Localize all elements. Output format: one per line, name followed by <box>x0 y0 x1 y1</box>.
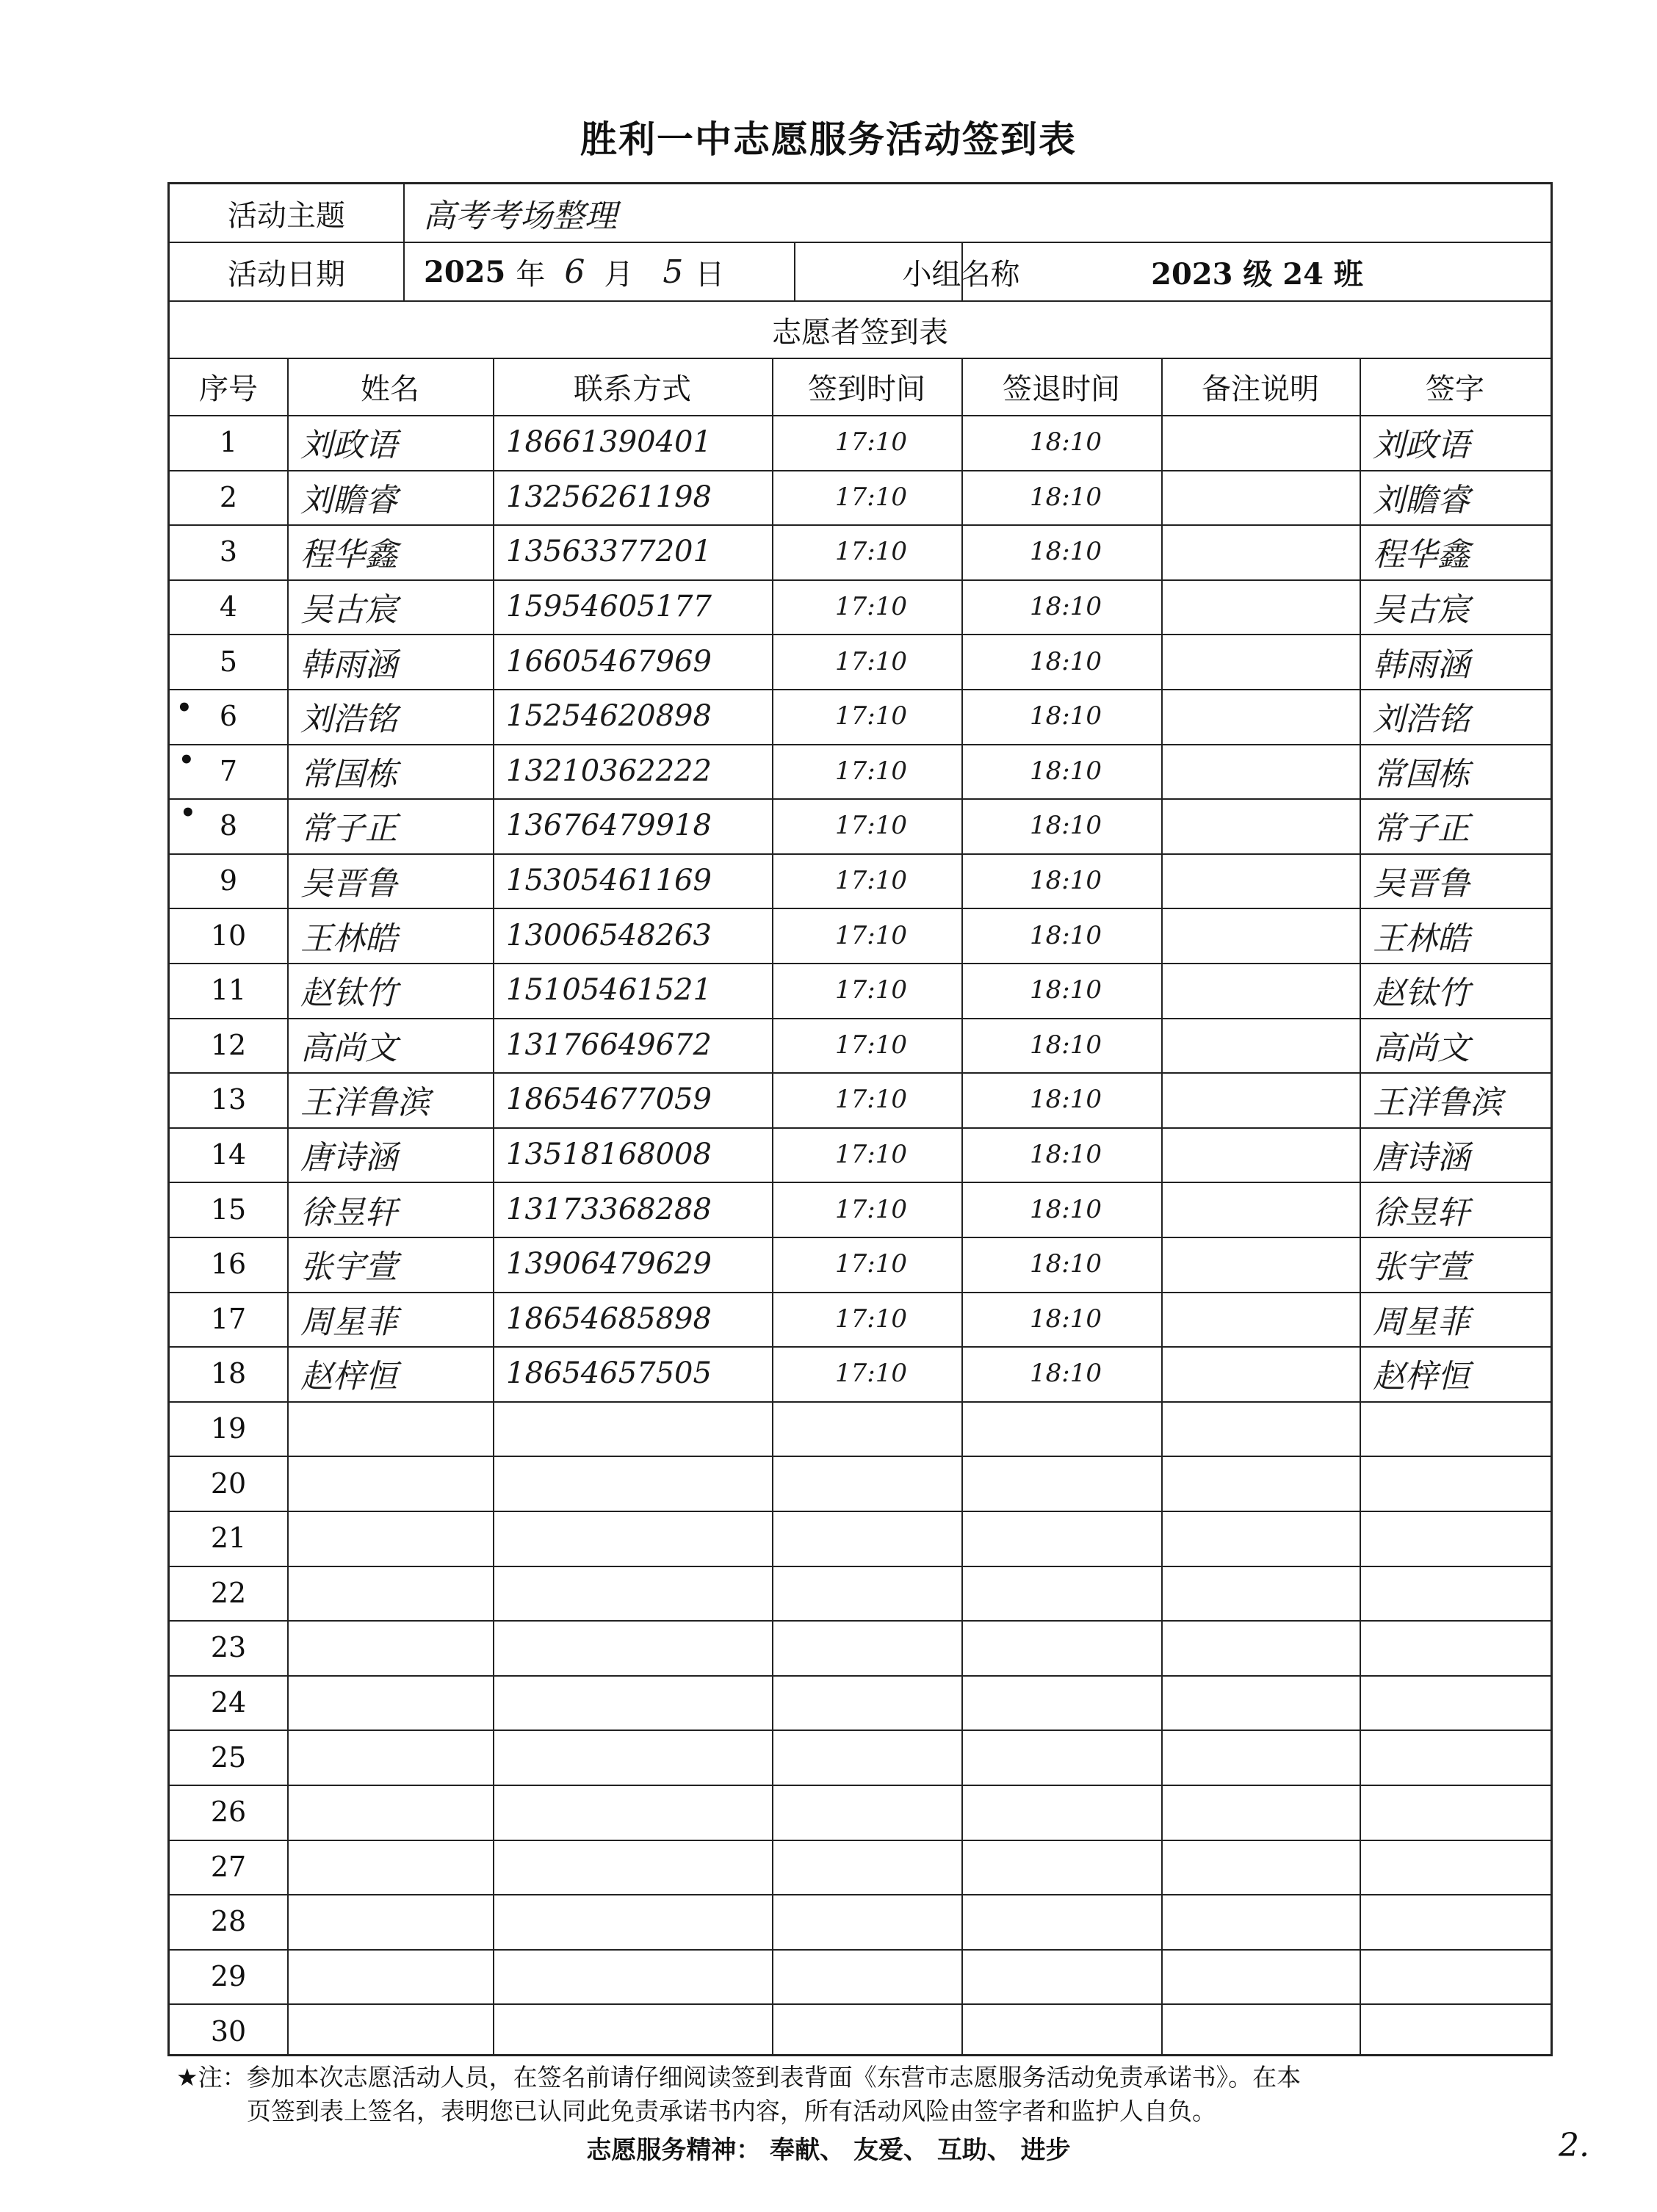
cell-check-out[interactable]: 18:10 <box>1030 920 1102 950</box>
row-divider <box>170 853 1550 855</box>
cell-signature[interactable] <box>1373 1949 1546 2004</box>
cell-phone[interactable]: 15254620898 <box>506 699 712 734</box>
cell-check-out[interactable] <box>975 1949 1157 2004</box>
cell-phone[interactable]: 13006548263 <box>506 918 712 953</box>
cell-remark[interactable] <box>1174 1401 1355 1456</box>
cell-check-in[interactable]: 17:10 <box>835 811 907 841</box>
footer-note <box>176 2061 1564 2128</box>
cell-check-in[interactable]: 17:10 <box>835 1085 907 1115</box>
cell-check-in[interactable]: 17:10 <box>835 646 907 676</box>
cell-signature[interactable]: 刘浩铭 <box>1373 701 1470 739</box>
cell-phone[interactable]: 15954605177 <box>506 590 712 624</box>
cell-check-out[interactable]: 18:10 <box>1030 756 1102 786</box>
cell-no: 18 <box>210 1357 247 1390</box>
row-divider <box>170 242 1550 243</box>
cell-phone[interactable] <box>506 1894 768 1949</box>
row-divider <box>170 1127 1550 1129</box>
column-header-no: 序号 <box>199 372 258 406</box>
cell-signature[interactable]: 刘瞻睿 <box>1373 481 1470 519</box>
cell-remark[interactable] <box>1174 2003 1355 2059</box>
cell-check-out[interactable] <box>975 1894 1157 1949</box>
cell-signature[interactable]: 周星菲 <box>1373 1303 1470 1341</box>
cell-remark[interactable] <box>1174 1292 1355 1347</box>
cell-phone[interactable] <box>506 1401 768 1456</box>
row-divider <box>170 1018 1550 1019</box>
cell-check-in[interactable] <box>785 1456 957 1511</box>
cell-check-in[interactable] <box>785 1785 957 1840</box>
cell-signature[interactable] <box>1373 1785 1546 1840</box>
row-divider <box>170 1566 1550 1567</box>
cell-remark[interactable] <box>1174 1949 1355 2004</box>
group-value: 2023 级 24 班 <box>1151 256 1363 292</box>
cell-remark[interactable] <box>1174 579 1355 635</box>
cell-check-out[interactable]: 18:10 <box>1030 1359 1102 1389</box>
cell-phone[interactable] <box>506 1456 768 1511</box>
cell-check-out[interactable]: 18:10 <box>1030 1140 1102 1170</box>
column-divider <box>961 358 963 2054</box>
cell-remark[interactable] <box>1174 634 1355 689</box>
column-header-signature: 签字 <box>1426 372 1484 406</box>
cell-no: 3 <box>219 535 238 568</box>
cell-no: 5 <box>219 645 238 678</box>
cell-name[interactable]: 周星菲 <box>300 1303 397 1341</box>
cell-name[interactable]: 徐昱轩 <box>300 1193 397 1232</box>
cell-remark[interactable] <box>1174 1346 1355 1401</box>
row-divider <box>170 2003 1550 2005</box>
cell-check-out[interactable] <box>975 1785 1157 1840</box>
cell-no: 26 <box>210 1796 247 1829</box>
cell-check-in[interactable]: 17:10 <box>835 1194 907 1224</box>
cell-check-in[interactable]: 17:10 <box>835 482 907 512</box>
cell-remark[interactable] <box>1174 1785 1355 1840</box>
cell-check-out[interactable]: 18:10 <box>1030 811 1102 841</box>
cell-no: 13 <box>210 1083 247 1116</box>
cell-no: 25 <box>210 1741 247 1774</box>
cell-check-in[interactable] <box>785 1401 957 1456</box>
column-divider <box>1360 358 1361 2054</box>
cell-signature[interactable]: 程华鑫 <box>1373 536 1470 574</box>
cell-phone[interactable] <box>506 1566 768 1621</box>
cell-no: 9 <box>219 864 238 897</box>
cell-check-in[interactable] <box>785 1949 957 2004</box>
cell-name[interactable] <box>300 1840 488 1895</box>
footer-note-line1: ★注：参加本次志愿活动人员，在签名前请仔细阅读签到表背面《东营市志愿服务活动免责承诺书》。在本 <box>176 2063 1302 2092</box>
column-divider <box>493 358 494 2054</box>
cell-phone[interactable]: 13563377201 <box>506 535 712 569</box>
cell-no: 8 <box>219 809 238 842</box>
cell-name[interactable]: 刘政语 <box>300 427 397 465</box>
row-divider <box>170 1620 1550 1622</box>
cell-name[interactable]: 王洋鲁滨 <box>300 1084 430 1122</box>
row-divider <box>170 358 1550 359</box>
column-header-name: 姓名 <box>361 372 419 406</box>
cell-remark[interactable] <box>1174 1620 1355 1675</box>
cell-check-out[interactable]: 18:10 <box>1030 646 1102 676</box>
group-label: 小组名称 <box>902 257 1020 292</box>
cell-signature[interactable] <box>1373 1894 1546 1949</box>
cell-no: 12 <box>210 1028 247 1061</box>
row-divider <box>170 1730 1550 1731</box>
cell-no: 14 <box>210 1138 247 1171</box>
cell-no: 10 <box>210 919 247 952</box>
cell-no: 11 <box>210 974 247 1007</box>
cell-check-in[interactable]: 17:10 <box>835 1030 907 1060</box>
column-divider <box>794 243 795 300</box>
cell-check-out[interactable]: 18:10 <box>1030 1030 1102 1060</box>
cell-check-in[interactable]: 17:10 <box>835 920 907 950</box>
cell-check-out[interactable] <box>975 1730 1157 1785</box>
cell-signature[interactable] <box>1373 1840 1546 1895</box>
cell-signature[interactable]: 徐昱轩 <box>1373 1193 1470 1232</box>
cell-remark[interactable] <box>1174 689 1355 744</box>
cell-signature[interactable]: 唐诗涵 <box>1373 1139 1470 1177</box>
cell-check-out[interactable] <box>975 1566 1157 1621</box>
row-divider <box>170 1237 1550 1238</box>
cell-name[interactable]: 赵梓恒 <box>300 1358 397 1396</box>
cell-no: 19 <box>210 1412 247 1445</box>
cell-name[interactable] <box>300 1949 488 2004</box>
column-divider <box>403 184 405 300</box>
cell-check-out[interactable]: 18:10 <box>1030 701 1102 731</box>
cell-phone[interactable] <box>506 1730 768 1785</box>
cell-check-in[interactable] <box>785 1675 957 1730</box>
cell-check-out[interactable]: 18:10 <box>1030 537 1102 567</box>
cell-remark[interactable] <box>1174 1894 1355 1949</box>
cell-check-in[interactable] <box>785 1511 957 1566</box>
cell-signature[interactable] <box>1373 1730 1546 1785</box>
row-divider <box>170 1401 1550 1403</box>
row-divider <box>170 963 1550 964</box>
cell-name[interactable] <box>300 2003 488 2059</box>
cell-name[interactable] <box>300 1566 488 1621</box>
cell-remark[interactable] <box>1174 1018 1355 1073</box>
cell-phone[interactable]: 18654677059 <box>506 1082 712 1117</box>
cell-signature[interactable]: 王林皓 <box>1373 919 1470 958</box>
date-month-unit: 月 <box>604 257 634 292</box>
cell-signature[interactable] <box>1373 2003 1546 2059</box>
cell-check-out[interactable]: 18:10 <box>1030 975 1102 1005</box>
cell-remark[interactable] <box>1174 963 1355 1018</box>
cell-phone[interactable] <box>506 1511 768 1566</box>
cell-check-in[interactable]: 17:10 <box>835 866 907 896</box>
cell-no: 16 <box>210 1248 247 1281</box>
cell-phone[interactable] <box>506 2003 768 2059</box>
cell-signature[interactable] <box>1373 1566 1546 1621</box>
cell-remark[interactable] <box>1174 1237 1355 1292</box>
cell-check-in[interactable]: 17:10 <box>835 1359 907 1389</box>
cell-signature[interactable] <box>1373 1620 1546 1675</box>
cell-check-out[interactable]: 18:10 <box>1030 1085 1102 1115</box>
cell-name[interactable]: 赵钛竹 <box>300 975 397 1013</box>
cell-phone[interactable]: 18654657505 <box>506 1356 712 1391</box>
row-divider <box>170 1072 1550 1074</box>
row-divider <box>170 579 1550 581</box>
cell-signature[interactable] <box>1373 1675 1546 1730</box>
cell-phone[interactable]: 13173368288 <box>506 1192 712 1226</box>
column-header-remark: 备注说明 <box>1202 372 1319 406</box>
row-divider <box>170 1456 1550 1457</box>
row-divider <box>170 634 1550 635</box>
cell-check-in[interactable]: 17:10 <box>835 1304 907 1334</box>
cell-check-in[interactable]: 17:10 <box>835 1249 907 1279</box>
cell-check-in[interactable]: 17:10 <box>835 537 907 567</box>
column-header-check-in: 签到时间 <box>808 372 925 406</box>
cell-check-in[interactable]: 17:10 <box>835 1140 907 1170</box>
page-number: 2. <box>1559 2127 1589 2164</box>
cell-name[interactable]: 常国栋 <box>300 755 397 793</box>
cell-check-out[interactable] <box>975 1620 1157 1675</box>
cell-name[interactable]: 吴晋鲁 <box>300 865 397 903</box>
row-bullet-7: • <box>178 745 195 775</box>
cell-check-in[interactable] <box>785 1730 957 1785</box>
row-divider <box>170 744 1550 745</box>
cell-check-out[interactable]: 18:10 <box>1030 482 1102 512</box>
cell-name[interactable]: 王林皓 <box>300 919 397 958</box>
cell-no: 21 <box>210 1522 247 1555</box>
cell-phone[interactable] <box>506 1949 768 2004</box>
cell-phone[interactable]: 13676479918 <box>506 809 712 843</box>
row-divider <box>170 415 1550 416</box>
cell-remark[interactable] <box>1174 415 1355 470</box>
cell-signature[interactable]: 高尚文 <box>1373 1029 1470 1067</box>
cell-no: 22 <box>210 1576 247 1609</box>
row-divider <box>170 1675 1550 1677</box>
cell-signature[interactable]: 张宇萱 <box>1373 1248 1470 1287</box>
cell-remark[interactable] <box>1174 1566 1355 1621</box>
cell-phone[interactable]: 18654685898 <box>506 1301 712 1336</box>
footer-note-line2: 页签到表上签名，表明您已认同此免责承诺书内容，所有活动风险由签字者和监护人自负。 <box>247 2097 1216 2125</box>
cell-signature[interactable] <box>1373 1511 1546 1566</box>
signin-form-table <box>167 182 1553 2056</box>
row-divider <box>170 1346 1550 1348</box>
cell-signature[interactable] <box>1373 1456 1546 1511</box>
cell-name[interactable] <box>300 1675 488 1730</box>
cell-name[interactable]: 唐诗涵 <box>300 1139 397 1177</box>
cell-check-out[interactable]: 18:10 <box>1030 1304 1102 1334</box>
cell-no: 2 <box>219 480 238 513</box>
column-divider <box>772 358 773 2054</box>
row-bullet-8: • <box>180 798 196 828</box>
cell-check-out[interactable]: 18:10 <box>1030 866 1102 896</box>
cell-name[interactable] <box>300 1456 488 1511</box>
date-year: 2025 <box>424 254 506 289</box>
cell-phone[interactable]: 16605467969 <box>506 644 712 679</box>
cell-name[interactable] <box>300 1894 488 1949</box>
cell-remark[interactable] <box>1174 908 1355 963</box>
cell-phone[interactable]: 15105461521 <box>506 973 712 1008</box>
cell-signature[interactable] <box>1373 1401 1546 1456</box>
cell-check-out[interactable]: 18:10 <box>1030 427 1102 458</box>
cell-remark[interactable] <box>1174 1182 1355 1237</box>
cell-name[interactable] <box>300 1511 488 1566</box>
cell-phone[interactable]: 13518168008 <box>506 1138 712 1172</box>
cell-name[interactable]: 常子正 <box>300 810 397 848</box>
cell-check-in[interactable] <box>785 1566 957 1621</box>
column-header-check-out: 签退时间 <box>1003 372 1120 406</box>
cell-no: 20 <box>210 1467 247 1500</box>
date-day[interactable]: 5 <box>663 253 684 291</box>
cell-phone[interactable]: 13256261198 <box>506 480 712 514</box>
date-month[interactable]: 6 <box>564 253 585 291</box>
cell-name[interactable]: 韩雨涵 <box>300 646 397 684</box>
cell-remark[interactable] <box>1174 1127 1355 1182</box>
cell-check-in[interactable] <box>785 2003 957 2059</box>
cell-remark[interactable] <box>1174 1840 1355 1895</box>
cell-check-in[interactable]: 17:10 <box>835 756 907 786</box>
date-label: 活动日期 <box>228 257 345 292</box>
cell-signature[interactable]: 常国栋 <box>1373 755 1470 793</box>
row-divider <box>170 689 1550 690</box>
page-title: 胜利一中志愿服务活动签到表 <box>580 118 1077 161</box>
theme-label: 活动主题 <box>228 198 345 233</box>
cell-check-in[interactable]: 17:10 <box>835 592 907 622</box>
row-divider <box>170 470 1550 471</box>
date-day-unit: 日 <box>695 257 725 292</box>
cell-check-out[interactable] <box>975 2003 1157 2059</box>
section-title: 志愿者签到表 <box>772 315 948 350</box>
row-divider <box>170 1949 1550 1951</box>
cell-name[interactable] <box>300 1620 488 1675</box>
cell-remark[interactable] <box>1174 853 1355 908</box>
cell-name[interactable]: 刘浩铭 <box>300 701 397 739</box>
cell-signature[interactable]: 刘政语 <box>1373 427 1470 465</box>
row-divider <box>170 1785 1550 1786</box>
cell-phone[interactable] <box>506 1840 768 1895</box>
cell-remark[interactable] <box>1174 1730 1355 1785</box>
cell-check-in[interactable]: 17:10 <box>835 975 907 1005</box>
cell-name[interactable]: 刘瞻睿 <box>300 481 397 519</box>
volunteer-spirit: 志愿服务精神： 奉献、 友爱、 互助、 进步 <box>586 2136 1071 2165</box>
row-divider <box>170 1182 1550 1183</box>
cell-no: 15 <box>210 1193 247 1226</box>
row-divider <box>170 1840 1550 1841</box>
cell-name[interactable] <box>300 1401 488 1456</box>
cell-no: 27 <box>210 1850 247 1883</box>
cell-phone[interactable]: 13176649672 <box>506 1027 712 1062</box>
cell-remark[interactable] <box>1174 1072 1355 1127</box>
theme-value[interactable]: 高考考场整理 <box>423 198 617 235</box>
cell-signature[interactable]: 赵梓恒 <box>1373 1358 1470 1396</box>
column-divider <box>1161 358 1163 2054</box>
cell-check-out[interactable] <box>975 1511 1157 1566</box>
cell-phone[interactable] <box>506 1785 768 1840</box>
cell-no: 6 <box>219 700 238 733</box>
cell-remark[interactable] <box>1174 470 1355 525</box>
cell-no: 23 <box>210 1631 247 1664</box>
cell-name[interactable]: 张宇萱 <box>300 1248 397 1287</box>
row-divider <box>170 1292 1550 1293</box>
cell-remark[interactable] <box>1174 524 1355 579</box>
cell-name[interactable]: 高尚文 <box>300 1029 397 1067</box>
cell-check-in[interactable] <box>785 1894 957 1949</box>
cell-signature[interactable]: 赵钛竹 <box>1373 975 1470 1013</box>
cell-remark[interactable] <box>1174 744 1355 799</box>
cell-signature[interactable]: 吴晋鲁 <box>1373 865 1470 903</box>
row-divider <box>170 798 1550 800</box>
cell-check-out[interactable]: 18:10 <box>1030 1249 1102 1279</box>
cell-check-out[interactable] <box>975 1675 1157 1730</box>
cell-check-out[interactable]: 18:10 <box>1030 1194 1102 1224</box>
cell-no: 24 <box>210 1686 247 1719</box>
cell-phone[interactable] <box>506 1675 768 1730</box>
column-header-phone: 联系方式 <box>574 372 691 406</box>
row-divider <box>170 300 1550 302</box>
row-divider <box>170 524 1550 526</box>
cell-phone[interactable]: 13210362222 <box>506 753 712 788</box>
cell-check-out[interactable] <box>975 1456 1157 1511</box>
cell-check-out[interactable] <box>975 1401 1157 1456</box>
cell-remark[interactable] <box>1174 1511 1355 1566</box>
cell-no: 17 <box>210 1302 247 1335</box>
cell-no: 7 <box>219 754 238 787</box>
cell-signature[interactable]: 吴古宸 <box>1373 591 1470 629</box>
cell-phone[interactable]: 18661390401 <box>506 425 712 460</box>
cell-phone[interactable]: 13906479629 <box>506 1247 712 1282</box>
cell-name[interactable] <box>300 1785 488 1840</box>
cell-no: 28 <box>210 1905 247 1938</box>
cell-no: 30 <box>210 2014 247 2047</box>
date-year-unit: 年 <box>516 257 546 292</box>
cell-check-in[interactable] <box>785 1620 957 1675</box>
cell-signature[interactable]: 常子正 <box>1373 810 1470 848</box>
cell-remark[interactable] <box>1174 798 1355 853</box>
cell-remark[interactable] <box>1174 1456 1355 1511</box>
cell-check-in[interactable]: 17:10 <box>835 427 907 458</box>
cell-name[interactable]: 吴古宸 <box>300 591 397 629</box>
cell-phone[interactable] <box>506 1620 768 1675</box>
cell-signature[interactable]: 王洋鲁滨 <box>1373 1084 1502 1122</box>
row-divider <box>170 1894 1550 1895</box>
cell-remark[interactable] <box>1174 1675 1355 1730</box>
cell-check-out[interactable] <box>975 1840 1157 1895</box>
cell-phone[interactable]: 15305461169 <box>506 864 712 898</box>
cell-no: 4 <box>219 590 238 624</box>
cell-no: 1 <box>219 426 238 459</box>
cell-no: 29 <box>210 1960 247 1993</box>
cell-check-in[interactable] <box>785 1840 957 1895</box>
row-bullet-6: • <box>176 693 192 723</box>
cell-name[interactable] <box>300 1730 488 1785</box>
cell-name[interactable]: 程华鑫 <box>300 536 397 574</box>
cell-signature[interactable]: 韩雨涵 <box>1373 646 1470 684</box>
row-divider <box>170 908 1550 909</box>
column-divider <box>961 243 963 300</box>
column-divider <box>287 358 289 2054</box>
cell-check-in[interactable]: 17:10 <box>835 701 907 731</box>
row-divider <box>170 1511 1550 1512</box>
cell-check-out[interactable]: 18:10 <box>1030 592 1102 622</box>
